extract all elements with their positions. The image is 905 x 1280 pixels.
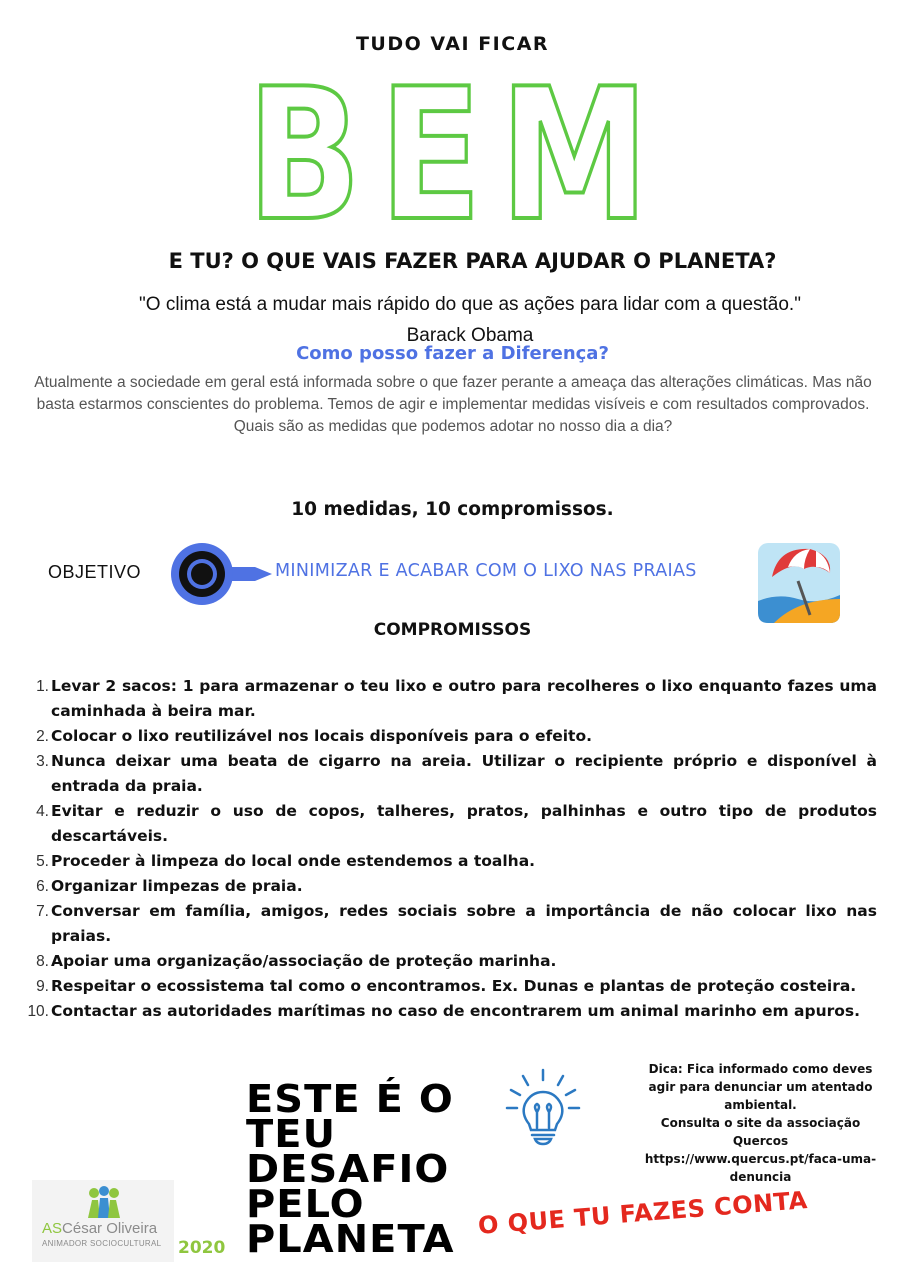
- tip-box: [638, 1060, 883, 1186]
- intro-paragraph: Atualmente a sociedade em geral está informada sobre o que fazer perante a ameaça das alterações climáticas. Mas não basta estarmos conscientes do problema. Temos de agir e implementar medidas visíveis e com resultados comprovados.: [34, 374, 872, 413]
- list-item: [0, 899, 905, 949]
- item-text: Apoiar uma organização/associação de proteção marinha.: [51, 952, 557, 970]
- tip-url[interactable]: denuncia: [729, 1170, 792, 1184]
- item-text: Proceder à limpeza do local onde estendemos a toalha.: [51, 852, 536, 870]
- challenge-line: ESTE É O: [246, 1077, 454, 1121]
- challenge-heading: [246, 1077, 455, 1261]
- item-text: Colocar o lixo reutilizável nos locais disponíveis para o efeito.: [51, 727, 592, 745]
- list-item: [0, 874, 905, 899]
- logo: [32, 1180, 174, 1262]
- challenge-line: PLANETA: [246, 1217, 455, 1261]
- tip-line: Quercos: [732, 1134, 789, 1148]
- intro-text: [28, 372, 878, 438]
- item-number: 3.: [36, 753, 49, 770]
- item-text: Contactar as autoridades marítimas no caso de encontrarem um animal marinho em apuros.: [51, 1002, 861, 1020]
- list-item: [0, 949, 905, 974]
- obama-quote: "O clima está a mudar mais rápido do que as ações para lidar com a questão." Barack Obama: [139, 294, 801, 346]
- item-text: Organizar limpezas de praia.: [51, 877, 303, 895]
- logo-name: [42, 1220, 157, 1237]
- target-arrow-icon: [160, 542, 275, 606]
- item-number: 10.: [27, 1003, 49, 1020]
- logo-subtitle: ANIMADOR SOCIOCULTURAL: [42, 1239, 162, 1248]
- tip-url[interactable]: https://www.quercus.pt/faca-uma-: [644, 1152, 877, 1166]
- item-text: Respeitar o ecossistema tal como o encontramos. Ex. Dunas e plantas de proteção costeira.: [51, 977, 857, 995]
- tip-line: agir para denunciar um atentado: [648, 1080, 873, 1094]
- logo-as: AS: [42, 1220, 63, 1237]
- tip-line: Dica: Fica informado como deves: [648, 1062, 873, 1076]
- year: 2020: [178, 1238, 226, 1258]
- tip-line: Consulta o site da associação: [660, 1116, 861, 1130]
- list-item: [0, 724, 905, 749]
- measures-heading: 10 medidas, 10 compromissos.: [291, 499, 614, 520]
- difference-title: Como posso fazer a Diferença?: [296, 343, 609, 364]
- item-text: Levar 2 sacos: 1 para armazenar o teu lixo e outro para recolheres o lixo enquanto fazes uma caminhada à beira mar.: [51, 677, 877, 720]
- list-item: [0, 749, 905, 799]
- list-item: [0, 799, 905, 849]
- bem-outline-title: [245, 70, 670, 228]
- logo-name-text: César Oliveira: [62, 1220, 158, 1237]
- objective-label: OBJETIVO: [48, 562, 142, 582]
- commitments-title: COMPROMISSOS: [373, 620, 532, 640]
- list-item: [0, 974, 905, 999]
- item-text: Nunca deixar uma beata de cigarro na areia. Utilizar o recipiente próprio e disponível à entrada da praia.: [51, 752, 877, 795]
- commitments-list: [0, 674, 905, 1024]
- item-number: 6.: [36, 878, 49, 895]
- item-text: Conversar em família, amigos, redes sociais sobre a importância de não colocar lixo nas praias.: [51, 902, 877, 945]
- item-number: 9.: [36, 978, 49, 995]
- main-question: E TU? O QUE VAIS FAZER PARA AJUDAR O PLANETA?: [168, 249, 777, 273]
- objective-text: MINIMIZAR E ACABAR COM O LIXO NAS PRAIAS: [275, 561, 697, 581]
- bem-word: BEM: [247, 70, 667, 228]
- item-number: 1.: [36, 678, 49, 695]
- list-item: [0, 999, 905, 1024]
- item-text: Evitar e reduzir o uso de copos, talheres, pratos, palhinhas e outro tipo de produtos descartáveis.: [51, 802, 877, 845]
- intro-question: Quais são as medidas que podemos adotar no nosso dia a dia?: [233, 418, 673, 435]
- challenge-line: TEU: [246, 1112, 337, 1156]
- list-item: [0, 674, 905, 724]
- item-number: 8.: [36, 953, 49, 970]
- challenge-line: PELO: [246, 1182, 365, 1226]
- tip-line: ambiental.: [724, 1098, 797, 1112]
- top-title: TUDO VAI FICAR: [355, 33, 550, 55]
- slogan: O QUE TU FAZES CONTA: [477, 1186, 809, 1240]
- item-number: 5.: [36, 853, 49, 870]
- challenge-line: DESAFIO: [246, 1147, 450, 1191]
- list-item: [0, 849, 905, 874]
- item-number: 2.: [36, 728, 49, 745]
- logo-figures-icon: [84, 1186, 124, 1220]
- beach-umbrella-icon: [758, 543, 840, 623]
- item-number: 4.: [36, 803, 49, 820]
- light-bulb-icon: [505, 1068, 581, 1146]
- item-number: 7.: [36, 903, 49, 920]
